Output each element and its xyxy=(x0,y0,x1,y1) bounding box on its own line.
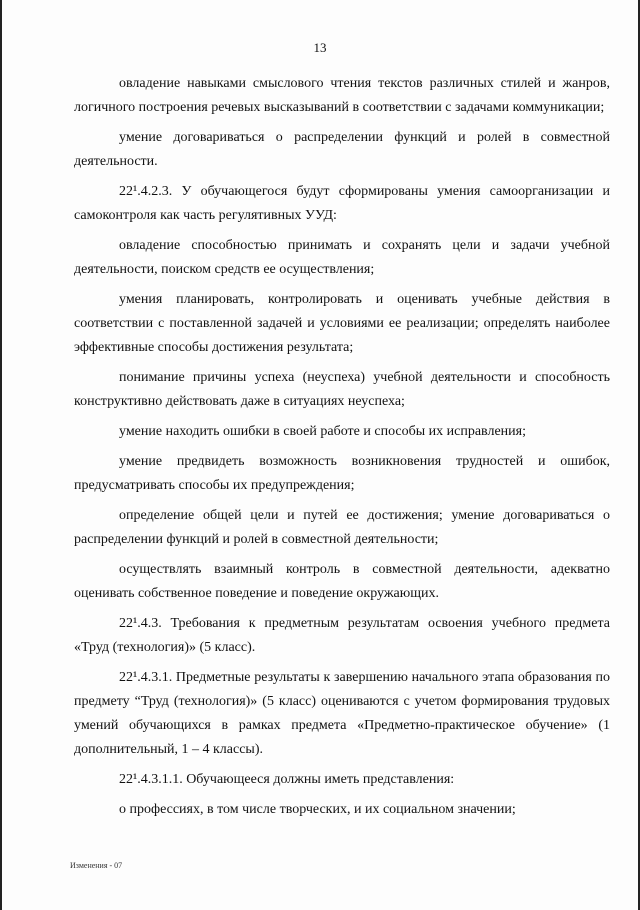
paragraph-7: умение находить ошибки в своей работе и способы их исправления; xyxy=(119,424,526,439)
paragraph-3: 22¹.4.2.3. У обучающегося будут сформированы умения самоорганизации и самоконтроля как часть регулятивных УУД: xyxy=(74,184,610,223)
document-body xyxy=(74,72,610,828)
paragraph-9: определение общей цели и путей ее достижения; умение договариваться о распределении функций и ролей в совместной деятельности; xyxy=(74,508,610,547)
paragraph-14: о профессиях, в том числе творческих, и их социальном значении; xyxy=(119,802,516,817)
paragraph-5: умения планировать, контролировать и оценивать учебные действия в соответствии с поставленной задачей и условиями ее реализации; определять наиболее эффективные способы достижения результата; xyxy=(74,292,610,355)
paragraph-6: понимание причины успеха (неуспеха) учебной деятельности и способность конструктивно действовать даже в ситуациях неуспеха; xyxy=(74,370,610,409)
paragraph-12: 22¹.4.3.1. Предметные результаты к завершению начального этапа образования по предмету “Труд (технология)» (5 класс) оцениваются с учетом формирования трудовых умений обучающихся в рамках предмета «Предметно-практическое обучение» (1 дополнительный, 1 – 4 классы). xyxy=(74,670,610,757)
paragraph-8: умение предвидеть возможность возникновения трудностей и ошибок, предусматривать способы их предупреждения; xyxy=(74,454,610,493)
paragraph-10: осуществлять взаимный контроль в совместной деятельности, адекватно оценивать собственное поведение и поведение окружающих. xyxy=(74,562,610,601)
paragraph-2: умение договариваться о распределении функций и ролей в совместной деятельности. xyxy=(74,130,610,169)
paragraph-13: 22¹.4.3.1.1. Обучающееся должны иметь представления: xyxy=(119,772,455,787)
footer-note: Изменения - 07 xyxy=(70,861,123,870)
paragraph-11: 22¹.4.3. Требования к предметным результатам освоения учебного предмета «Труд (технология)» (5 класс). xyxy=(74,616,610,655)
paragraph-1: овладение навыками смыслового чтения текстов различных стилей и жанров, логичного построения речевых высказываний в соответствии с задачами коммуникации; xyxy=(74,76,610,115)
paragraph-4: овладение способностью принимать и сохранять цели и задачи учебной деятельности, поиском средств ее осуществления; xyxy=(74,238,610,277)
page-number: 13 xyxy=(313,40,327,55)
